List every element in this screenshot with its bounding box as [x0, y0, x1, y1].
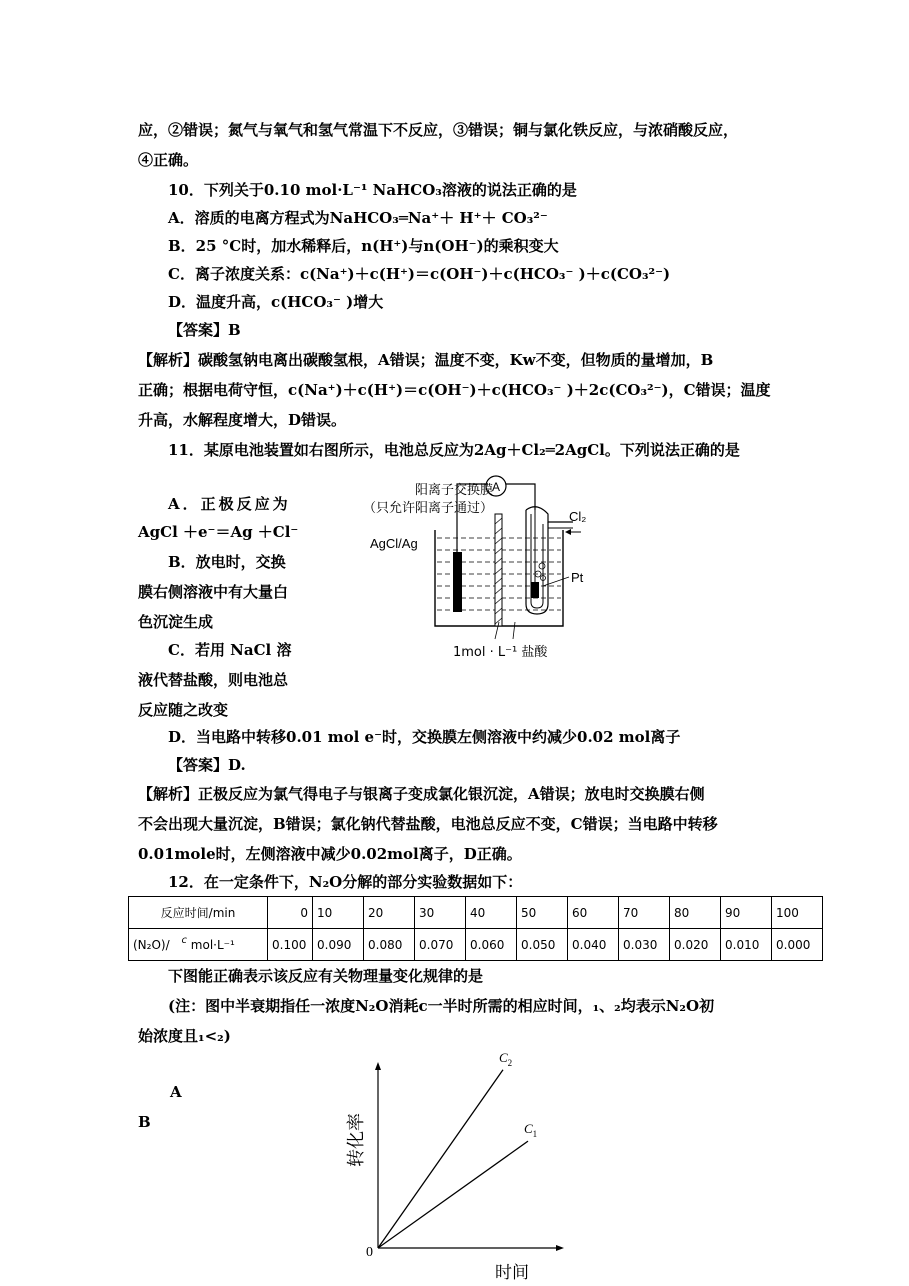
- conc-prefix: (N₂O)/: [133, 937, 170, 952]
- table-cell: 0.050: [517, 929, 568, 961]
- question-12: 12．在一定条件下，N₂O分解的部分实验数据如下：: [168, 873, 523, 891]
- explanation: 正确；根据电荷守恒，c(Na⁺)＋c(H⁺)＝c(OH⁻)＋c(HCO₃⁻ )＋2c(CO₃²⁻)，C错误；温度: [138, 381, 771, 399]
- x-axis-label: 时间: [495, 1263, 529, 1283]
- table-cell: 0.000: [772, 929, 823, 961]
- table-cell: 10: [313, 897, 364, 929]
- origin-label: 0: [366, 1245, 373, 1260]
- option-b: B．放电时，交换: [168, 553, 286, 571]
- series-label-c1: $C_1$: [524, 1121, 538, 1140]
- text-line: 应，②错误；氮气与氧气和氢气常温下不反应，③错误；铜与氯化铁反应，与浓硝酸反应，: [138, 121, 739, 139]
- explanation: 【解析】正极反应为氯气得电子与银离子变成氯化银沉淀，A错误；放电时交换膜右侧: [138, 785, 705, 803]
- table-cell: 0.080: [364, 929, 415, 961]
- ammeter-label: A: [491, 480, 501, 494]
- answer: 【答案】B: [168, 321, 241, 339]
- right-electrode-label: Pt: [571, 570, 584, 585]
- option-a-cont: AgCl ＋e⁻＝Ag ＋Cl⁻: [138, 523, 299, 541]
- y-axis-label: 转化率: [346, 1113, 367, 1167]
- data-table: [128, 896, 823, 961]
- pt-electrode: [531, 582, 539, 598]
- table-cell: 0.030: [619, 929, 670, 961]
- table-row: [129, 897, 823, 929]
- explanation: 不会出现大量沉淀，B错误；氯化钠代替盐酸，电池总反应不变，C错误；当电路中转移: [138, 815, 718, 833]
- option-c: C．若用 NaCl 溶: [168, 641, 292, 659]
- option-b-cont: 膜右侧溶液中有大量白: [138, 583, 289, 601]
- option-b-label: B: [138, 1113, 151, 1131]
- question-10: 10．下列关于0.10 mol·L⁻¹ NaHCO₃溶液的说法正确的是: [168, 181, 577, 199]
- membrane-label: 阳离子交换膜: [414, 483, 493, 498]
- table-cell: 80: [670, 897, 721, 929]
- series-line-c2: [378, 1070, 503, 1248]
- table-cell: 50: [517, 897, 568, 929]
- table-cell: 20: [364, 897, 415, 929]
- membrane-note: （只允许阳离子通过）: [362, 501, 493, 516]
- x-axis-arrow: [556, 1245, 564, 1251]
- table-cell: 0.060: [466, 929, 517, 961]
- table-cell: 60: [568, 897, 619, 929]
- option-a: A．正极反应为: [168, 495, 291, 513]
- conc-unit: mol·L⁻¹: [190, 937, 235, 952]
- note: 始浓度且₁<₂): [138, 1027, 231, 1045]
- table-cell: 0: [268, 897, 313, 929]
- explanation: 【解析】碳酸氢钠电离出碳酸氢根，A错误；温度不变，Kw不变，但物质的量增加，B: [138, 351, 714, 369]
- option-a: A．溶质的电离方程式为NaHCO₃═Na⁺＋ H⁺＋ CO₃²⁻: [168, 209, 548, 227]
- series-label-c2: $C_2$: [499, 1049, 513, 1068]
- table-header-time: 反应时间/min: [129, 897, 268, 929]
- table-cell: 0.020: [670, 929, 721, 961]
- table-cell: 90: [721, 897, 772, 929]
- question-11: 11．某原电池装置如右图所示，电池总反应为2Ag＋Cl₂═2AgCl。下列说法正确的是: [168, 441, 740, 459]
- table-cell: 0.010: [721, 929, 772, 961]
- table-cell: 40: [466, 897, 517, 929]
- option-d: D．当电路中转移0.01 mol e⁻时，交换膜左侧溶液中约减少0.02 mol离子: [168, 728, 681, 746]
- explanation: 0.01mole时，左侧溶液中减少0.02mol离子，D正确。: [138, 845, 522, 863]
- series-line-c1: [378, 1141, 528, 1248]
- table-cell: 0.100: [268, 929, 313, 961]
- text-line: ④正确。: [138, 151, 199, 169]
- conversion-chart: [340, 1049, 570, 1283]
- gas-label: Cl₂: [569, 509, 587, 524]
- conc-symbol: c: [181, 934, 187, 946]
- option-b: B．25 °C时，加水稀释后，n(H⁺)与n(OH⁻)的乘积变大: [168, 237, 559, 255]
- option-d: D．温度升高，c(HCO₃⁻ )增大: [168, 293, 384, 311]
- option-c-cont: 液代替盐酸，则电池总: [138, 671, 289, 689]
- y-axis-arrow: [375, 1062, 381, 1070]
- galvanic-cell-diagram: [345, 474, 585, 664]
- table-cell: 30: [415, 897, 466, 929]
- solution-label: 1mol · L⁻¹ 盐酸: [453, 645, 548, 660]
- option-c: C．离子浓度关系：c(Na⁺)＋c(H⁺)＝c(OH⁻)＋c(HCO₃⁻ )＋c(CO₃²⁻): [168, 265, 671, 283]
- agcl-electrode: [453, 552, 462, 612]
- option-b-cont: 色沉淀生成: [138, 613, 214, 631]
- table-row: [129, 929, 823, 961]
- table-cell: 0.070: [415, 929, 466, 961]
- question-12-prompt: 下图能正确表示该反应有关物理量变化规律的是: [168, 967, 484, 985]
- answer: 【答案】D.: [168, 756, 246, 774]
- table-cell: 0.040: [568, 929, 619, 961]
- left-electrode-label: AgCl/Ag: [370, 536, 418, 551]
- table-cell: 0.090: [313, 929, 364, 961]
- option-c-cont: 反应随之改变: [138, 701, 229, 719]
- explanation: 升高，水解程度增大，D错误。: [138, 411, 347, 429]
- table-cell: 100: [772, 897, 823, 929]
- option-a-label: A: [170, 1083, 182, 1101]
- table-header-conc: [129, 929, 268, 961]
- table-cell: 70: [619, 897, 670, 929]
- note: (注：图中半衰期指任一浓度N₂O消耗c一半时所需的相应时间，₁、₂均表示N₂O初: [168, 997, 715, 1015]
